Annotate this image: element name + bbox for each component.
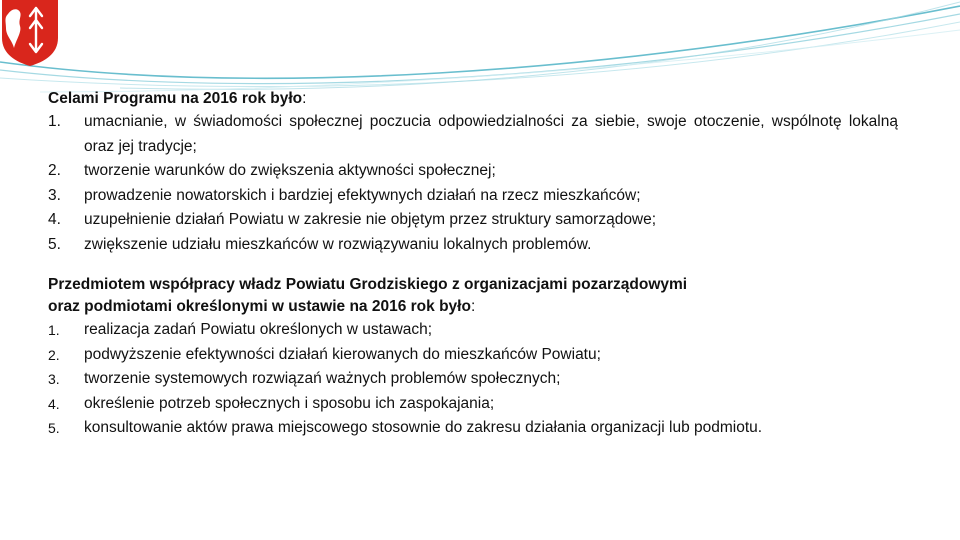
coat-of-arms-icon	[0, 0, 60, 66]
section1-heading-text: Celami Programu na 2016 rok było	[48, 90, 303, 107]
list-item-text: tworzenie systemowych rozwiązań ważnych problemów społecznych;	[84, 370, 561, 387]
list-item-text: konsultowanie aktów prawa miejscowego stosownie do zakresu działania organizacji lub podmiotu.	[84, 419, 763, 436]
section1-heading-colon: :	[302, 90, 307, 107]
list-item-text: umacnianie, w świadomości społecznej poczucia odpowiedzialności za siebie, swoje otoczenie, wspólnotę lokalną oraz jej tradycje;	[84, 113, 898, 155]
list-item-text: zwiększenie udziału mieszkańców w rozwiązywaniu lokalnych problemów.	[84, 235, 592, 253]
list-item-number: 2.	[48, 162, 61, 179]
list-item	[48, 208, 898, 233]
list-item-number: 4.	[48, 395, 60, 412]
list-item	[48, 343, 898, 368]
list-item-text: określenie potrzeb społecznych i sposobu ich zaspokajania;	[84, 394, 495, 412]
list-item-number: 5.	[48, 235, 61, 253]
list-item-number: 5.	[48, 420, 60, 436]
document-body	[48, 88, 898, 441]
list-item-number: 1.	[48, 322, 60, 338]
list-item	[48, 110, 898, 159]
list-item	[48, 318, 898, 343]
list-item-text: tworzenie warunków do zwiększenia aktywności społecznej;	[84, 162, 496, 179]
section2-heading	[48, 274, 898, 318]
list-item-number: 1.	[48, 113, 61, 130]
list-item-number: 3.	[48, 371, 60, 387]
section2-heading-line2: oraz podmiotami określonymi w ustawie na 2016 rok było	[48, 298, 471, 315]
list-item	[48, 392, 898, 417]
section1-heading	[48, 88, 898, 110]
list-item	[48, 184, 898, 209]
list-item-number: 3.	[48, 186, 61, 204]
list-item-number: 2.	[48, 346, 60, 363]
list-item-text: prowadzenie nowatorskich i bardziej efektywnych działań na rzecz mieszkańców;	[84, 186, 641, 204]
decorative-swoosh-lines	[0, 0, 960, 100]
section2-heading-colon: :	[470, 298, 476, 315]
list-item-text: uzupełnienie działań Powiatu w zakresie nie objętym przez struktury samorządowe;	[84, 211, 657, 228]
section1-goals-list	[48, 110, 898, 257]
list-item-text: podwyższenie efektywności działań kierowanych do mieszkańców Powiatu;	[84, 345, 601, 363]
list-item	[48, 367, 898, 392]
list-item-text: realizacja zadań Powiatu określonych w ustawach;	[84, 321, 433, 338]
list-item	[48, 159, 898, 184]
section2-subjects-list	[48, 318, 898, 441]
list-item	[48, 416, 898, 441]
section2-heading-line1: Przedmiotem współpracy władz Powiatu Grodziskiego z organizacjami pozarządowymi	[48, 276, 688, 293]
list-item	[48, 233, 898, 258]
list-item-number: 4.	[48, 211, 61, 228]
